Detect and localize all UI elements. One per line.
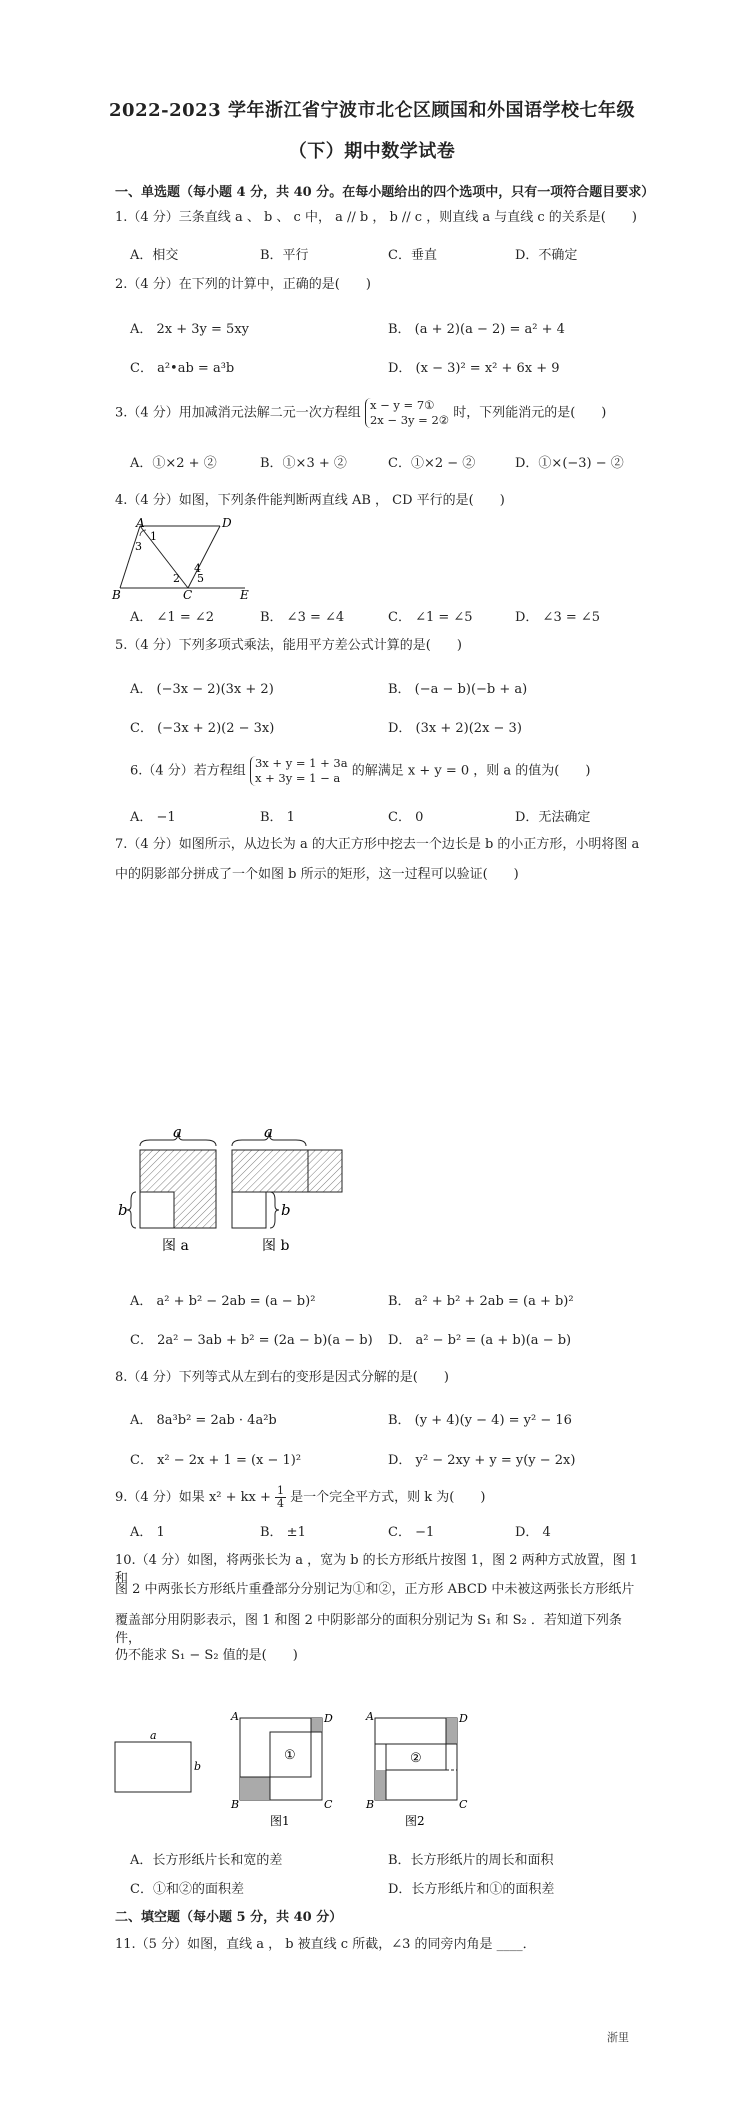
fig4-angle-1: 1 bbox=[150, 530, 157, 543]
fig4-label-e: E bbox=[240, 588, 249, 600]
fig4-label-a: A bbox=[136, 518, 145, 530]
q11-stem: 11.（5 分）如图，直线 a ， b 被直线 c 所截，∠3 的同旁内角是 ____． bbox=[115, 1937, 536, 1952]
fig7a-top-a: a bbox=[173, 1128, 182, 1141]
q4-option-b: B． ∠3 = ∠4 bbox=[260, 610, 345, 625]
q3-stem bbox=[115, 398, 645, 428]
q6-equation-1: 3x + y = 1 + 3a bbox=[254, 756, 348, 770]
q7-option-c: C． 2a² − 3ab + b² = (2a − b)(a − b) bbox=[130, 1333, 373, 1348]
q4-option-c: C． ∠1 = ∠5 bbox=[388, 610, 473, 625]
fig10-rect-a: a bbox=[150, 1729, 157, 1742]
fig10-overlap-2: ② bbox=[410, 1751, 422, 1766]
page-title-line1: 2022-2023 学年浙江省宁波市北仑区顾国和外国语学校七年级 bbox=[109, 100, 635, 121]
fig10-caption-2: 图2 bbox=[405, 1814, 425, 1828]
fig7a-side-b: b bbox=[118, 1201, 128, 1219]
q3-equation-1: x − y = 7① bbox=[369, 398, 435, 412]
fig10-fig2-a: A bbox=[366, 1710, 374, 1723]
q3-equation-2: 2x − 3y = 2② bbox=[369, 413, 450, 427]
q5-option-c: C． (−3x + 2)(2 − 3x) bbox=[130, 721, 275, 736]
q3-equation-system bbox=[365, 398, 449, 428]
q1-stem: 1.（4 分）三条直线 a 、 b 、 c 中， a // b ， b // c ，则直线 a 与直线 c 的关系是( ) bbox=[115, 210, 637, 225]
q9-option-b: B． ±1 bbox=[260, 1525, 306, 1540]
q8-option-b: B． (y + 4)(y − 4) = y² − 16 bbox=[388, 1413, 572, 1428]
q1-option-d: D．不确定 bbox=[515, 248, 578, 263]
fig10-overlap-1: ① bbox=[284, 1748, 296, 1763]
fig7a-caption: 图 a bbox=[162, 1238, 189, 1254]
q6-stem-pre: 6.（4 分）若方程组 bbox=[130, 763, 246, 779]
q3-option-a: A．①×2 + ② bbox=[130, 456, 217, 471]
q3-stem-pre: 3.（4 分）用加减消元法解二元一次方程组 bbox=[115, 405, 361, 421]
q3-option-c: C．①×2 − ② bbox=[388, 456, 476, 471]
q6-stem-post: 的解满足 x + y = 0 ，则 a 的值为( ) bbox=[351, 763, 591, 779]
q1-option-a: A．相交 bbox=[130, 248, 179, 263]
fig10-fig1-b: B bbox=[231, 1798, 240, 1811]
q6-stem bbox=[130, 756, 660, 786]
q10-stem-line1: 10.（4 分）如图，将两张长为 a ，宽为 b 的长方形纸片按图 1，图 2 两种方式放置，图 1 和 bbox=[115, 1553, 639, 1586]
q4-option-d: D． ∠3 = ∠5 bbox=[515, 610, 601, 625]
fig10-rect-b: b bbox=[194, 1760, 202, 1773]
q7-option-a: A． a² + b² − 2ab = (a − b)² bbox=[130, 1294, 316, 1309]
fig7b-side-b: b bbox=[281, 1201, 291, 1219]
q2-option-d: D． (x − 3)² = x² + 6x + 9 bbox=[388, 361, 560, 376]
fig10-caption-1: 图1 bbox=[270, 1814, 290, 1828]
q9-fraction-denominator: 4 bbox=[277, 1497, 285, 1510]
fig4-angle-5: 5 bbox=[197, 572, 204, 585]
q6-option-d: D．无法确定 bbox=[515, 810, 591, 825]
fig10-fig2-d: D bbox=[459, 1712, 468, 1725]
fig4-label-d: D bbox=[222, 518, 232, 530]
q9-fraction-numerator: 1 bbox=[277, 1484, 285, 1497]
q3-option-b: B．①×3 + ② bbox=[260, 456, 347, 471]
footer-brand: 浙里 bbox=[607, 2031, 629, 2044]
q10-option-d: D．长方形纸片和①的面积差 bbox=[388, 1882, 555, 1897]
q1-option-c: C．垂直 bbox=[388, 248, 437, 263]
fig4-angle-3: 3 bbox=[135, 540, 142, 553]
q8-stem: 8.（4 分）下列等式从左到右的变形是因式分解的是( ) bbox=[115, 1370, 449, 1385]
fig4-angle-2: 2 bbox=[173, 572, 180, 585]
q9-stem-post: 是一个完全平方式，则 k 为( ) bbox=[290, 1490, 486, 1505]
q4-option-a: A． ∠1 = ∠2 bbox=[130, 610, 215, 625]
q5-option-d: D． (3x + 2)(2x − 3) bbox=[388, 721, 522, 736]
fig7b-top-a: a bbox=[264, 1128, 273, 1141]
q8-option-a: A． 8a³b² = 2ab · 4a²b bbox=[130, 1413, 277, 1428]
q2-option-b: B． (a + 2)(a − 2) = a² + 4 bbox=[388, 322, 565, 337]
q5-stem: 5.（4 分）下列多项式乘法，能用平方差公式计算的是( ) bbox=[115, 638, 462, 653]
q8-option-d: D． y² − 2xy + y = y(y − 2x) bbox=[388, 1453, 576, 1468]
q10-stem-line3: 覆盖部分用阴影表示，图 1 和图 2 中阴影部分的面积分别记为 S₁ 和 S₂ ．若知道下列条件， bbox=[115, 1613, 622, 1646]
fig10-fig1-a: A bbox=[231, 1710, 239, 1723]
q6-equation-2: x + 3y = 1 − a bbox=[254, 771, 341, 785]
q7-squares-figure bbox=[118, 1128, 358, 1278]
q10-option-b: B．长方形纸片的周长和面积 bbox=[388, 1853, 554, 1868]
fig7b-caption: 图 b bbox=[262, 1238, 290, 1254]
q9-fraction bbox=[275, 1485, 286, 1510]
page-title-line2: （下）期中数学试卷 bbox=[288, 141, 456, 162]
q10-stem-line2: 图 2 中两张长方形纸片重叠部分分别记为①和②，正方形 ABCD 中未被这两张长方形纸片 bbox=[115, 1582, 635, 1597]
q6-option-b: B． 1 bbox=[260, 810, 295, 825]
q7-stem-line1: 7.（4 分）如图所示，从边长为 a 的大正方形中挖去一个边长是 b 的小正方形，小明将图 a bbox=[115, 837, 640, 852]
q2-option-c: C． a²•ab = a³b bbox=[130, 361, 235, 376]
q6-option-c: C． 0 bbox=[388, 810, 424, 825]
q3-stem-post: 时，下列能消元的是( ) bbox=[453, 405, 607, 421]
q7-option-d: D． a² − b² = (a + b)(a − b) bbox=[388, 1333, 572, 1348]
fig10-fig1-c: C bbox=[324, 1798, 333, 1811]
q5-option-b: B． (−a − b)(−b + a) bbox=[388, 682, 528, 697]
q10-rectangles-figure bbox=[110, 1710, 510, 1835]
section-2-heading: 二、填空题（每小题 5 分，共 40 分） bbox=[115, 1910, 343, 1925]
fig10-fig1-d: D bbox=[324, 1712, 333, 1725]
q6-option-a: A． −1 bbox=[130, 810, 176, 825]
fig4-label-c: C bbox=[183, 588, 193, 600]
q10-option-a: A．长方形纸片长和宽的差 bbox=[130, 1853, 283, 1868]
q1-option-b: B．平行 bbox=[260, 248, 309, 263]
q9-option-c: C． −1 bbox=[388, 1525, 435, 1540]
q6-equation-system bbox=[250, 756, 348, 786]
q9-option-a: A． 1 bbox=[130, 1525, 165, 1540]
q2-stem: 2.（4 分）在下列的计算中，正确的是( ) bbox=[115, 277, 371, 292]
fig10-fig2-b: B bbox=[366, 1798, 375, 1811]
q5-option-a: A． (−3x − 2)(3x + 2) bbox=[130, 682, 274, 697]
q7-option-b: B． a² + b² + 2ab = (a + b)² bbox=[388, 1294, 574, 1309]
q4-stem: 4.（4 分）如图，下列条件能判断两直线 AB ， CD 平行的是( ) bbox=[115, 493, 505, 508]
q9-stem bbox=[115, 1485, 645, 1510]
q2-option-a: A． 2x + 3y = 5xy bbox=[130, 322, 249, 337]
q3-option-d: D．①×(−3) − ② bbox=[515, 456, 624, 471]
q10-option-c: C．①和②的面积差 bbox=[130, 1882, 244, 1897]
q10-stem-line4: 仍不能求 S₁ − S₂ 值的是( ) bbox=[115, 1648, 298, 1663]
fig4-label-b: B bbox=[112, 588, 121, 600]
q9-option-d: D． 4 bbox=[515, 1525, 551, 1540]
section-1-heading: 一、单选题（每小题 4 分，共 40 分。在每小题给出的四个选项中，只有一项符合题目要求） bbox=[115, 185, 655, 200]
q9-stem-pre: 9.（4 分）如果 x² + kx + bbox=[115, 1490, 271, 1505]
q8-option-c: C． x² − 2x + 1 = (x − 1)² bbox=[130, 1453, 302, 1468]
fig10-fig2-c: C bbox=[459, 1798, 468, 1811]
fig4-angle-4: 4 bbox=[194, 562, 201, 575]
q4-parallel-lines-figure bbox=[110, 518, 260, 600]
q7-stem-line2: 中的阴影部分拼成了一个如图 b 所示的矩形，这一过程可以验证( ) bbox=[115, 867, 519, 882]
